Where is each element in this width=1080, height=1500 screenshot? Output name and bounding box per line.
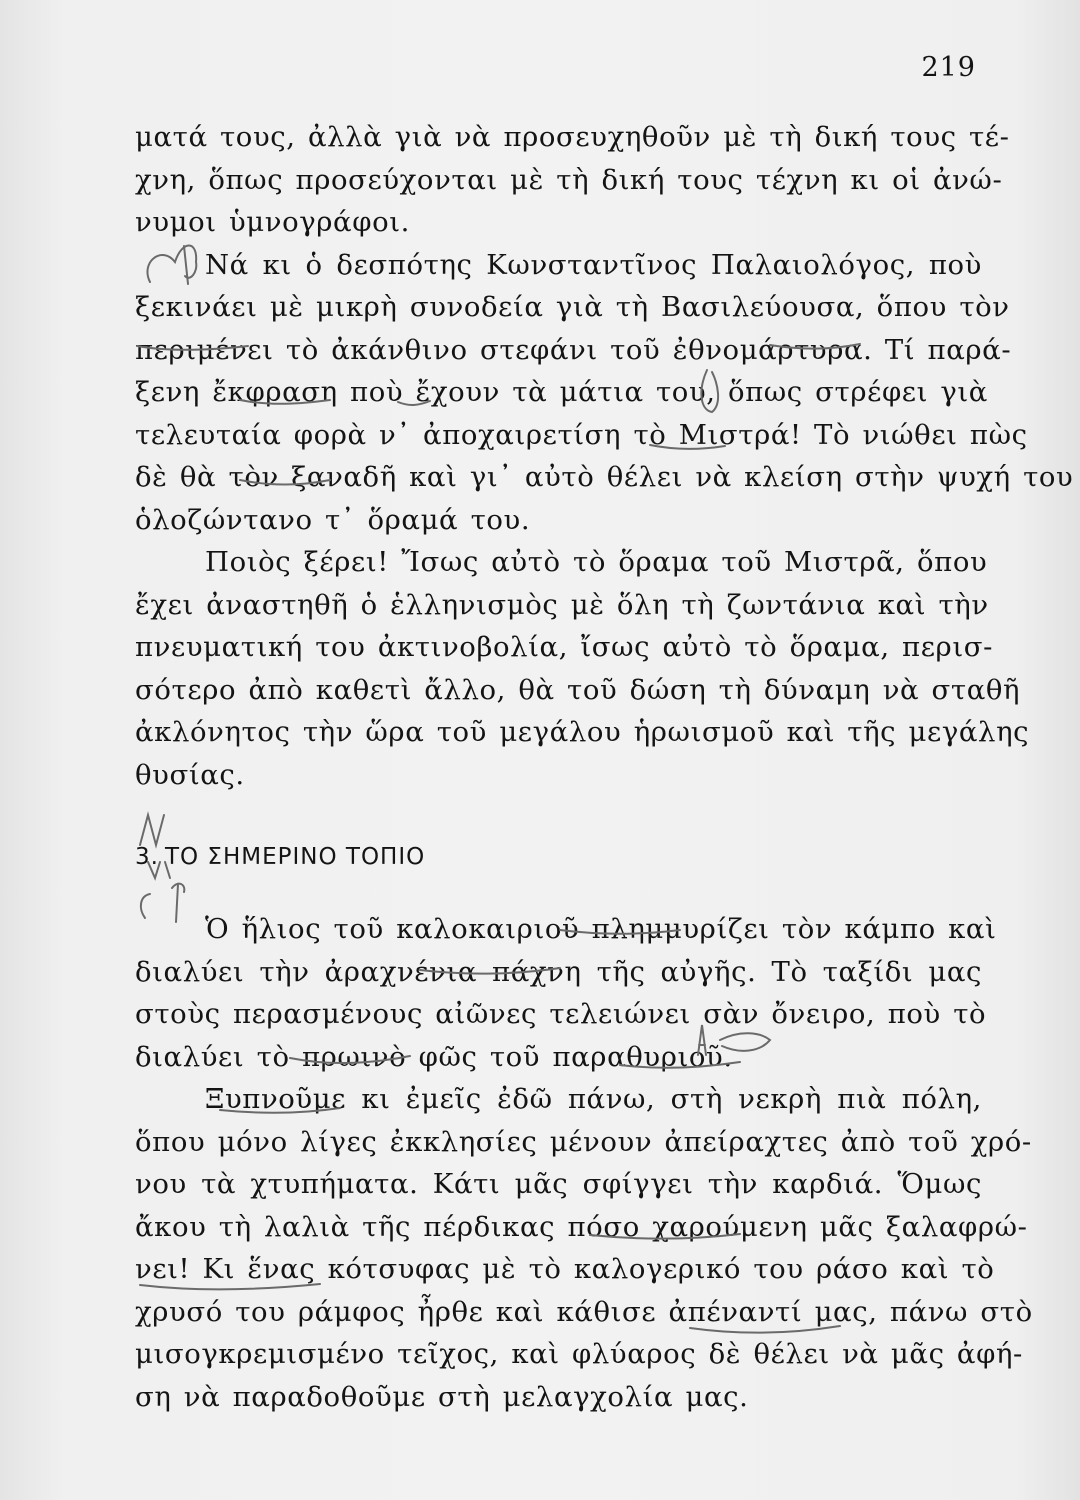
text-line: στοὺς περασμένους αἰῶνες τελειώνει σὰν ὄνειρο, ποὺ τὸ — [135, 998, 987, 1030]
text-line: Ὁ ἥλιος τοῦ καλοκαιριοῦ πλημμυρίζει τὸν κάμπο καὶ — [205, 913, 997, 945]
paragraph — [135, 541, 1030, 796]
page-number: 219 — [921, 52, 976, 83]
body-text — [135, 116, 1074, 1418]
text-line: Ποιὸς ξέρει! Ἴσως αὐτὸ τὸ ὅραμα τοῦ Μιστρᾶ, ὅπου — [205, 546, 988, 578]
section-heading — [135, 836, 982, 878]
text-line: ξεκινάει μὲ μικρὴ συνοδεία γιὰ τὴ Βασιλεύουσα, ὅπου τὸν — [135, 291, 1010, 323]
text-line: ξενη ἔκφραση ποὺ ἔχουν τὰ μάτια του, ὅπως στρέφει γιὰ — [135, 376, 988, 408]
text-line: διαλύει τὴν ἀραχνένια πάχνη τῆς αὐγῆς. Τὸ ταξίδι μας — [135, 955, 982, 988]
text-line: ἄκου τὴ λαλιὰ τῆς πέρδικας πόσο χαρούμενη μᾶς ξαλαφρώ- — [135, 1210, 1028, 1243]
section-title: ΤΟ ΣΗΜΕΡΙΝΟ ΤΟΠΙΟ — [164, 844, 426, 870]
text-line: τελευταία φορὰ ν᾿ ἀποχαιρετίση τὸ Μιστρά! Τὸ νιώθει πὼς — [135, 418, 1028, 451]
paragraph — [135, 244, 1074, 542]
spacer — [135, 796, 982, 836]
section-number: 3. — [135, 844, 159, 870]
text-line: περιμένει τὸ ἀκάνθινο στεφάνι τοῦ ἐθνομάρτυρα. Τί παρά- — [135, 333, 1012, 366]
text-line: διαλύει τὸ πρωινὸ φῶς τοῦ παραθυριοῦ. — [135, 1040, 733, 1073]
text-line: νυμοι ὑμνογράφοι. — [135, 206, 410, 238]
text-line: Νά κι ὁ δεσπότης Κωνσταντῖνος Παλαιολόγος, ποὺ — [205, 248, 982, 281]
text-line: νει! Κι ἕνας κότσυφας μὲ τὸ καλογερικό του ράσο καὶ τὸ — [135, 1253, 995, 1285]
text-line: πνευματική του ἀκτινοβολία, ἴσως αὐτὸ τὸ ὅραμα, περισ- — [135, 631, 993, 663]
text-line: δὲ θὰ τὸν ξαναδῆ καὶ γι᾿ αὐτὸ θέλει νὰ κλείση στὴν ψυχή του — [135, 461, 1074, 493]
text-line: ὅπου μόνο λίγες ἐκκλησίες μένουν ἀπείραχτες ἀπὸ τοῦ χρό- — [135, 1125, 1032, 1158]
text-line: θυσίας. — [135, 758, 245, 791]
text-line: ἀκλόνητος τὴν ὥρα τοῦ μεγάλου ἡρωισμοῦ καὶ τῆς μεγάλης — [135, 716, 1030, 748]
text-line: ἔχει ἀναστηθῆ ὁ ἑλληνισμὸς μὲ ὅλη τὴ ζωντάνια καὶ τὴν — [135, 588, 989, 621]
paragraph — [135, 116, 1010, 244]
paragraph — [135, 1078, 1033, 1418]
text-line: σότερο ἀπὸ καθετὶ ἄλλο, θὰ τοῦ δώση τὴ δύναμη νὰ σταθῆ — [135, 673, 1021, 706]
text-line: ματά τους, ἀλλὰ γιὰ νὰ προσευχηθοῦν μὲ τὴ δική τους τέ- — [135, 121, 1010, 153]
text-line: χνη, ὅπως προσεύχονται μὲ τὴ δική τους τέχνη κι οἱ ἀνώ- — [135, 163, 1003, 196]
text-line: ὁλοζώντανο τ᾿ ὅραμά του. — [135, 503, 531, 536]
text-line: νου τὰ χτυπήματα. Κάτι μᾶς σφίγγει τὴν καρδιά. Ὅμως — [135, 1168, 982, 1200]
text-line: ση νὰ παραδοθοῦμε στὴ μελαγχολία μας. — [135, 1380, 749, 1413]
text-line: χρυσό του ράμφος ἦρθε καὶ κάθισε ἀπέναντί μας, πάνω στὸ — [135, 1295, 1033, 1328]
text-line: μισογκρεμισμένο τεῖχος, καὶ φλύαρος δὲ θέλει νὰ μᾶς ἀφή- — [135, 1338, 1023, 1370]
text-line: Ξυπνοῦμε κι ἐμεῖς ἐδῶ πάνω, στὴ νεκρὴ πιὰ πόλη, — [205, 1083, 982, 1115]
paragraph — [135, 908, 997, 1078]
